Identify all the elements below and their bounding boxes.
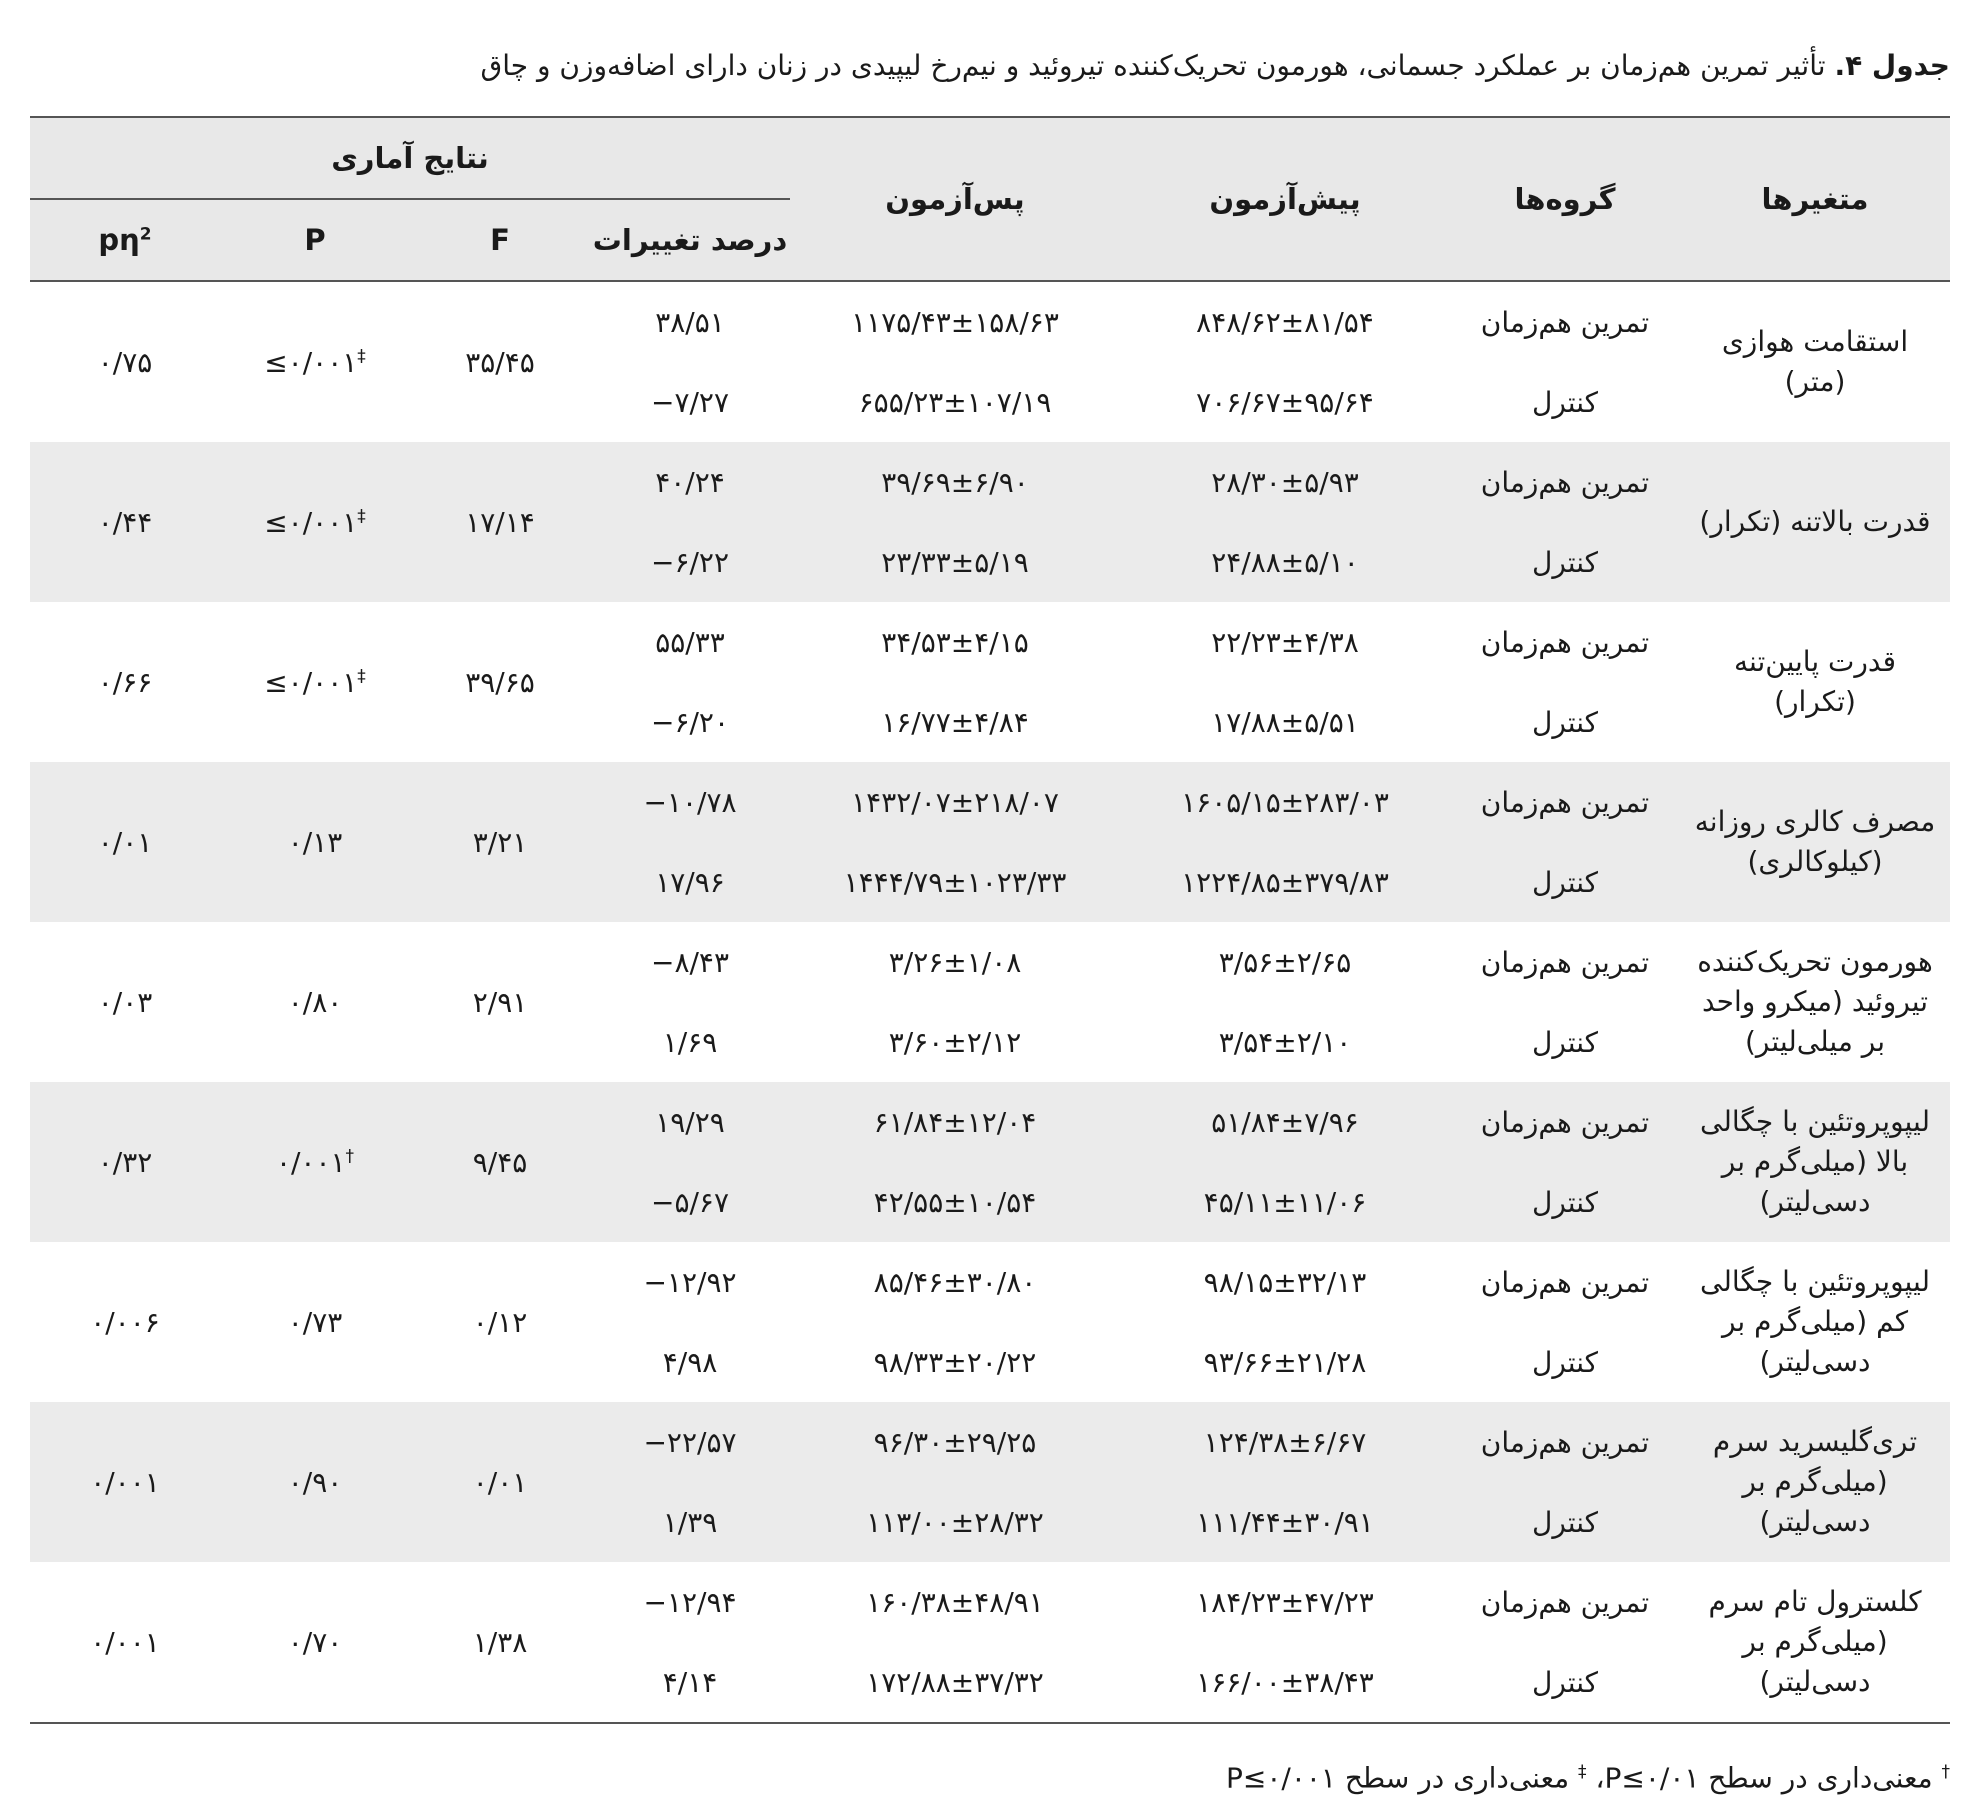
table-row <box>30 281 1950 362</box>
f-value: ۱۷/۱۴ <box>410 442 590 602</box>
f-value: ۰/۱۲ <box>472 1305 528 1339</box>
f-value: ۳۵/۴۵ <box>465 345 535 379</box>
table-body <box>30 281 1950 1723</box>
eta-value: ۰/۰۰۱ <box>30 1402 220 1562</box>
change-control: ۱/۳۹ <box>590 1482 790 1562</box>
footnote-text-2: معنی‌داری در سطح P≤۰/۰۰۱ <box>1226 1761 1570 1795</box>
group-control-label: کنترل <box>1450 522 1680 602</box>
posttest-control: ۹۸/۳۳±۲۰/۲۲ <box>873 1345 1037 1379</box>
header-groups: گروه‌ها <box>1450 117 1680 281</box>
pretest-training: ۱۸۴/۲۳±۴۷/۲۳ <box>1196 1585 1374 1619</box>
table-row <box>30 1402 1950 1482</box>
pretest-training: ۵۱/۸۴±۷/۹۶ <box>1120 1082 1450 1162</box>
table-row <box>30 602 1950 682</box>
caption-label: جدول ۴. <box>1834 49 1950 82</box>
p-value <box>220 1242 410 1402</box>
pretest-control: ۱۱۱/۴۴±۳۰/۹۱ <box>1120 1482 1450 1562</box>
pretest-control: ۱۷/۸۸±۵/۵۱ <box>1211 705 1359 739</box>
p-value <box>220 281 410 442</box>
eta-value: ۰/۶۶ <box>97 665 153 699</box>
pretest-control: ۳/۵۴±۲/۱۰ <box>1218 1025 1352 1059</box>
header-variables: متغیرها <box>1680 117 1950 281</box>
variable-name: مصرف کالری روزانه (کیلوکالری) <box>1680 762 1950 922</box>
group-training-label: تمرین هم‌زمان <box>1450 1082 1680 1162</box>
f-value: ۹/۴۵ <box>410 1082 590 1242</box>
footnote-mark-double-dagger: ‡ <box>1578 1762 1587 1782</box>
header-pretest: پیش‌آزمون <box>1120 117 1450 281</box>
p-significance-mark: ‡ <box>357 506 366 527</box>
variable-name: هورمون تحریک‌کننده تیروئید (میکرو واحد بر میلی‌لیتر) <box>1697 945 1933 1058</box>
table-row <box>30 922 1950 1002</box>
group-training-label: تمرین هم‌زمان <box>1480 945 1650 979</box>
posttest-control: ۲۳/۳۳±۵/۱۹ <box>790 522 1120 602</box>
p-value <box>220 1082 410 1242</box>
p-value <box>220 922 410 1082</box>
pretest-training: ۲۸/۳۰±۵/۹۳ <box>1120 442 1450 522</box>
results-table <box>30 116 1950 1724</box>
pretest-control: ۷۰۶/۶۷±۹۵/۶۴ <box>1196 385 1374 419</box>
change-training: ۱۹/۲۹ <box>590 1082 790 1162</box>
group-control-label: کنترل <box>1450 1482 1680 1562</box>
group-training-label: تمرین هم‌زمان <box>1480 625 1650 659</box>
table-row <box>30 1242 1950 1322</box>
header-percent-change: درصد تغییرات <box>590 199 790 281</box>
group-training-label: تمرین هم‌زمان <box>1480 1265 1650 1299</box>
p-value <box>220 442 410 602</box>
change-control: ۴/۱۴ <box>662 1665 718 1699</box>
pretest-control: ۱۲۲۴/۸۵±۳۷۹/۸۳ <box>1120 842 1450 922</box>
eta-value: ۰/۳۲ <box>30 1082 220 1242</box>
posttest-control: ۱۱۳/۰۰±۲۸/۳۲ <box>790 1482 1120 1562</box>
header-stats-group: نتایج آماری <box>30 117 790 199</box>
footnote-text-1: معنی‌داری در سطح P≤۰/۰۱، <box>1595 1761 1933 1795</box>
posttest-training: ۳/۲۶±۱/۰۸ <box>888 945 1022 979</box>
group-training-label: تمرین هم‌زمان <box>1450 442 1680 522</box>
table-row <box>30 762 1950 842</box>
posttest-control: ۱۴۴۴/۷۹±۱۰۲۳/۳۳ <box>790 842 1120 922</box>
f-value: ۱/۳۸ <box>472 1625 528 1659</box>
p-value-text: ۰/۸۰ <box>287 985 343 1019</box>
page <box>30 0 1950 1809</box>
posttest-control: ۱۶/۷۷±۴/۸۴ <box>881 705 1029 739</box>
eta-value: ۰/۰۱ <box>30 762 220 922</box>
variable-name: کلسترول تام سرم (میلی‌گرم بر دسی‌لیتر) <box>1708 1585 1922 1698</box>
header-eta <box>30 199 220 281</box>
eta-value: ۰/۴۴ <box>30 442 220 602</box>
change-training: −۱۰/۷۸ <box>590 762 790 842</box>
group-control-label: کنترل <box>1450 1162 1680 1242</box>
table-row <box>30 442 1950 522</box>
change-control: −۶/۲۰ <box>650 705 729 739</box>
change-training: −۲۲/۵۷ <box>590 1402 790 1482</box>
change-control: ۱/۶۹ <box>662 1025 718 1059</box>
change-training: ۳۸/۵۱ <box>655 305 725 339</box>
group-control-label: کنترل <box>1531 1665 1599 1699</box>
change-control: ۱۷/۹۶ <box>590 842 790 922</box>
variable-name: استقامت هوازی (متر) <box>1721 325 1909 398</box>
caption-text: تأثیر تمرین هم‌زمان بر عملکرد جسمانی، هورمون تحریک‌کننده تیروئید و نیم‌رخ لیپیدی در زنان دارای اضافه‌وزن و چاق <box>480 49 1826 82</box>
change-control: −۵/۶۷ <box>590 1162 790 1242</box>
pretest-training: ۱۲۴/۳۸±۶/۶۷ <box>1120 1402 1450 1482</box>
group-training-label: تمرین هم‌زمان <box>1450 762 1680 842</box>
pretest-training: ۱۶۰۵/۱۵±۲۸۳/۰۳ <box>1120 762 1450 842</box>
table-caption <box>30 46 1950 86</box>
group-training-label: تمرین هم‌زمان <box>1480 305 1650 339</box>
variable-name: قدرت پایین‌تنه (تکرار) <box>1734 645 1896 718</box>
variable-name: لیپوپروتئین با چگالی کم (میلی‌گرم بر دسی‌لیتر) <box>1700 1265 1930 1378</box>
posttest-training: ۱۶۰/۳۸±۴۸/۹۱ <box>866 1585 1044 1619</box>
table-row <box>30 1082 1950 1162</box>
group-control-label: کنترل <box>1531 705 1599 739</box>
f-value: ۳/۲۱ <box>410 762 590 922</box>
posttest-control: ۶۵۵/۲۳±۱۰۷/۱۹ <box>858 385 1052 419</box>
header-f: F <box>410 199 590 281</box>
variable-name: تری‌گلیسرید سرم (میلی‌گرم بر دسی‌لیتر) <box>1680 1402 1950 1562</box>
group-control-label: کنترل <box>1531 1345 1599 1379</box>
p-significance-mark: ‡ <box>357 346 366 367</box>
group-control-label: کنترل <box>1450 842 1680 922</box>
pretest-training: ۲۲/۲۳±۴/۳۸ <box>1211 625 1359 659</box>
p-value <box>220 1402 410 1562</box>
posttest-training: ۳۹/۶۹±۶/۹۰ <box>790 442 1120 522</box>
pretest-training: ۹۸/۱۵±۳۲/۱۳ <box>1203 1265 1367 1299</box>
p-significance-mark: † <box>345 1146 355 1167</box>
p-value-text: ۰/۷۰ <box>287 1625 343 1659</box>
p-value-text: ≤۰/۰۰۱ <box>264 345 358 379</box>
change-training: −۱۲/۹۴ <box>643 1585 737 1619</box>
table-row <box>30 1562 1950 1642</box>
p-value <box>220 762 410 922</box>
posttest-training: ۹۶/۳۰±۲۹/۲۵ <box>790 1402 1120 1482</box>
table-header <box>30 117 1950 281</box>
change-training: −۱۲/۹۲ <box>643 1265 737 1299</box>
footnote-mark-dagger: † <box>1941 1762 1950 1782</box>
change-control: ۴/۹۸ <box>662 1345 718 1379</box>
p-value-text: ۰/۹۰ <box>287 1465 343 1499</box>
p-value-text: ≤۰/۰۰۱ <box>264 505 358 539</box>
f-value: ۲/۹۱ <box>472 985 528 1019</box>
p-value-text: ۰/۱۳ <box>287 825 343 859</box>
pretest-control: ۱۶۶/۰۰±۳۸/۴۳ <box>1196 1665 1374 1699</box>
header-eta-symbol: $p\eta^2$ <box>98 223 152 257</box>
group-training-label: تمرین هم‌زمان <box>1450 1402 1680 1482</box>
f-value: ۰/۰۱ <box>410 1402 590 1562</box>
change-training: ۵۵/۳۳ <box>655 625 725 659</box>
p-value-text: ۰/۰۰۱ <box>275 1145 346 1179</box>
variable-name: لیپوپروتئین با چگالی بالا (میلی‌گرم بر دسی‌لیتر) <box>1680 1082 1950 1242</box>
change-control: −۶/۲۲ <box>590 522 790 602</box>
f-value: ۳۹/۶۵ <box>465 665 535 699</box>
eta-value: ۰/۰۰۶ <box>90 1305 160 1339</box>
eta-value: ۰/۰۰۱ <box>90 1625 160 1659</box>
group-control-label: کنترل <box>1531 385 1599 419</box>
posttest-control: ۴۲/۵۵±۱۰/۵۴ <box>790 1162 1120 1242</box>
pretest-training: ۸۴۸/۶۲±۸۱/۵۴ <box>1196 305 1374 339</box>
pretest-control: ۲۴/۸۸±۵/۱۰ <box>1120 522 1450 602</box>
change-training: ۴۰/۲۴ <box>590 442 790 522</box>
pretest-control: ۴۵/۱۱±۱۱/۰۶ <box>1120 1162 1450 1242</box>
posttest-control: ۳/۶۰±۲/۱۲ <box>888 1025 1022 1059</box>
posttest-training: ۱۱۷۵/۴۳±۱۵۸/۶۳ <box>851 305 1059 339</box>
posttest-training: ۳۴/۵۳±۴/۱۵ <box>881 625 1029 659</box>
variable-name: قدرت بالاتنه (تکرار) <box>1680 442 1950 602</box>
posttest-control: ۱۷۲/۸۸±۳۷/۳۲ <box>866 1665 1044 1699</box>
change-control: −۷/۲۷ <box>650 385 729 419</box>
pretest-training: ۳/۵۶±۲/۶۵ <box>1218 945 1352 979</box>
pretest-control: ۹۳/۶۶±۲۱/۲۸ <box>1203 1345 1367 1379</box>
p-significance-mark: ‡ <box>357 666 366 687</box>
eta-value: ۰/۷۵ <box>97 345 153 379</box>
p-value-text: ≤۰/۰۰۱ <box>264 665 358 699</box>
header-p: P <box>220 199 410 281</box>
posttest-training: ۱۴۳۲/۰۷±۲۱۸/۰۷ <box>790 762 1120 842</box>
change-training: −۸/۴۳ <box>650 945 729 979</box>
header-posttest: پس‌آزمون <box>790 117 1120 281</box>
group-training-label: تمرین هم‌زمان <box>1480 1585 1650 1619</box>
p-value <box>220 1562 410 1723</box>
group-control-label: کنترل <box>1531 1025 1599 1059</box>
p-value <box>220 602 410 762</box>
table-footnote <box>30 1752 1950 1798</box>
posttest-training: ۸۵/۴۶±۳۰/۸۰ <box>873 1265 1037 1299</box>
p-value-text: ۰/۷۳ <box>287 1305 343 1339</box>
eta-value: ۰/۰۳ <box>97 985 153 1019</box>
posttest-training: ۶۱/۸۴±۱۲/۰۴ <box>790 1082 1120 1162</box>
